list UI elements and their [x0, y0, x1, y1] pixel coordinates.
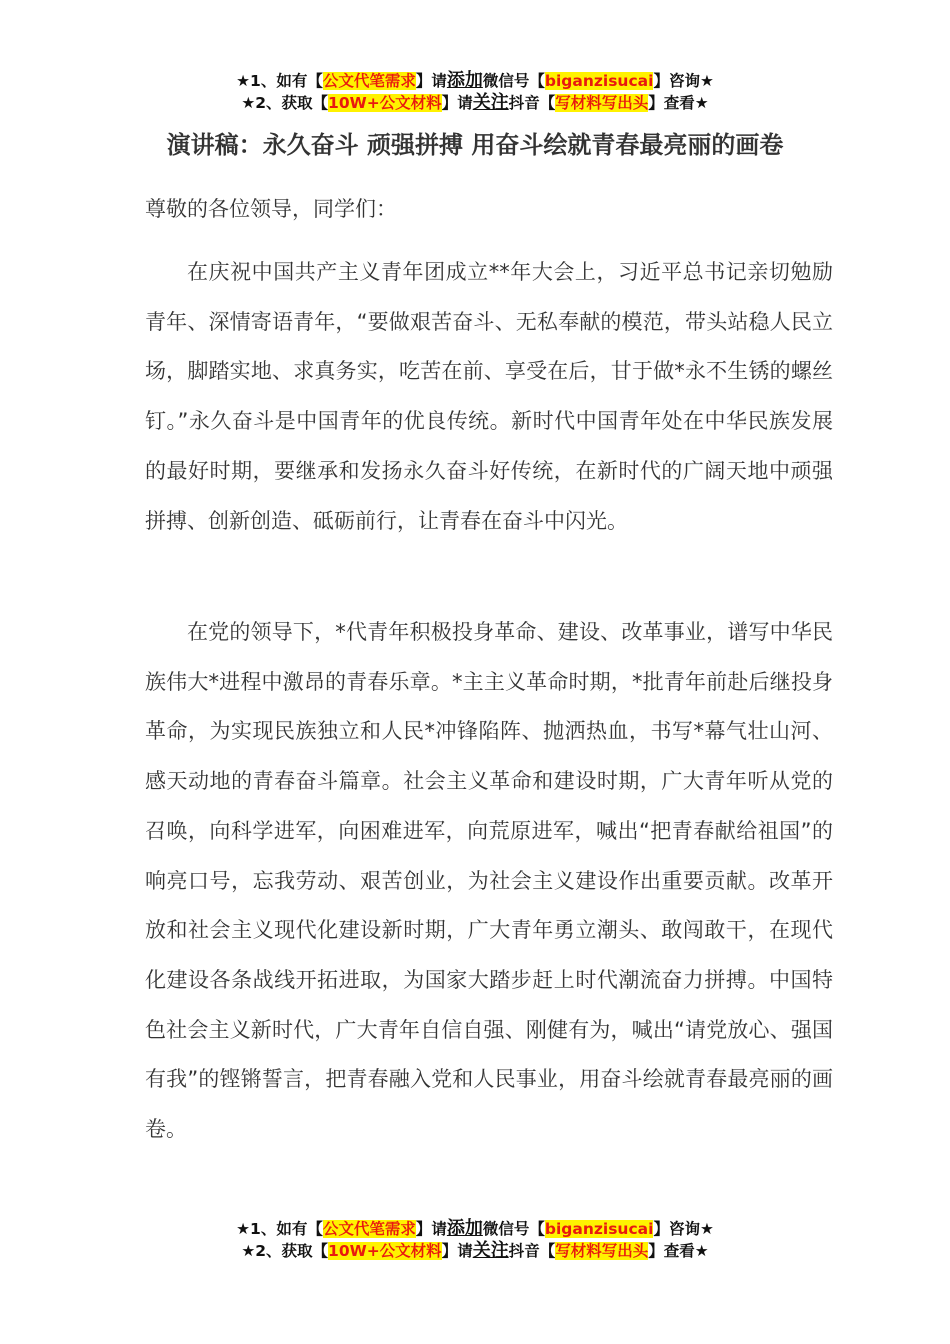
- ad-highlight-service: 公文代笔需求: [322, 1220, 416, 1238]
- ad-emphasis: 关注: [472, 1240, 509, 1261]
- ad-highlight-wechat-id: biganzisucai: [544, 72, 654, 90]
- ad-text: ★2、获取【: [241, 94, 329, 112]
- ad-text: 】请: [415, 1220, 447, 1238]
- ad-text: ★1、如有【: [236, 1220, 323, 1238]
- ad-banner-bottom: [0, 1218, 950, 1262]
- ad-highlight-materials: 10W+公文材料: [328, 94, 442, 112]
- ad-text: 】查看★: [648, 94, 709, 112]
- ad-banner-top: [0, 70, 950, 114]
- paragraph: 在庆祝中国共产主义青年团成立**年大会上，习近平总书记亲切勉励青年、深情寄语青年，“要做艰苦奋斗、无私奉献的模范，带头站稳人民立场，脚踏实地、求真务实，吃苦在前、享受在后，甘于做*永不生锈的螺丝钉。”永久奋斗是中国青年的优良传统。新时代中国青年处在中华民族发展的最好时期，要继承和发扬永久奋斗好传统，在新时代的广阔天地中顽强拼搏、创新创造、砥砺前行，让青春在奋斗中闪光。: [145, 260, 833, 533]
- ad-text: 微信号【: [482, 1220, 545, 1238]
- ad-emphasis: 关注: [472, 92, 509, 113]
- ad-text: 抖音【: [508, 94, 556, 112]
- ad-highlight-douyin: 写材料写出头: [555, 94, 649, 112]
- ad-emphasis: 添加: [446, 70, 483, 91]
- ad-line-2: [0, 92, 950, 114]
- ad-text: ★1、如有【: [236, 72, 323, 90]
- salutation: 尊敬的各位领导，同学们：: [145, 197, 397, 221]
- ad-line-1: [0, 1218, 950, 1240]
- ad-text: 】查看★: [648, 1242, 709, 1260]
- ad-text: 】请: [441, 1242, 473, 1260]
- ad-highlight-douyin: 写材料写出头: [555, 1242, 649, 1260]
- paragraph: 在党的领导下，*代青年积极投身革命、建设、改革事业，谱写中华民族伟大*进程中激昂的青春乐章。*主主义革命时期，*批青年前赴后继投身革命，为实现民族独立和人民*冲锋陷阵、抛洒热血，书写*幕气壮山河、感天动地的青春奋斗篇章。社会主义革命和建设时期，广大青年听从党的召唤，向科学进军，向困难进军，向荒原进军，喊出“把青春献给祖国”的响亮口号，忘我劳动、艰苦创业，为社会主义建设作出重要贡献。改革开放和社会主义现代化建设新时期，广大青年勇立潮头、敢闯敢干，在现代化建设各条战线开拓进取，为国家大踏步赶上时代潮流奋力拼搏。中国特色社会主义新时代，广大青年自信自强、刚健有为，喊出“请党放心、强国有我”的铿锵誓言，把青春融入党和人民事业，用奋斗绘就青春最亮丽的画卷。: [145, 620, 833, 1142]
- document-title: 演讲稿：永久奋斗 顽强拼搏 用奋斗绘就青春最亮丽的画卷: [166, 131, 784, 159]
- ad-text: 】请: [441, 94, 473, 112]
- ad-text: ★2、获取【: [241, 1242, 329, 1260]
- ad-highlight-materials: 10W+公文材料: [328, 1242, 442, 1260]
- ad-text: 】咨询★: [653, 1220, 714, 1238]
- ad-text: 抖音【: [508, 1242, 556, 1260]
- ad-highlight-service: 公文代笔需求: [322, 72, 416, 90]
- ad-text: 微信号【: [482, 72, 545, 90]
- ad-emphasis: 添加: [446, 1218, 483, 1239]
- ad-text: 】咨询★: [653, 72, 714, 90]
- ad-text: 】请: [415, 72, 447, 90]
- ad-line-1: [0, 70, 950, 92]
- ad-highlight-wechat-id: biganzisucai: [544, 1220, 654, 1238]
- ad-line-2: [0, 1240, 950, 1262]
